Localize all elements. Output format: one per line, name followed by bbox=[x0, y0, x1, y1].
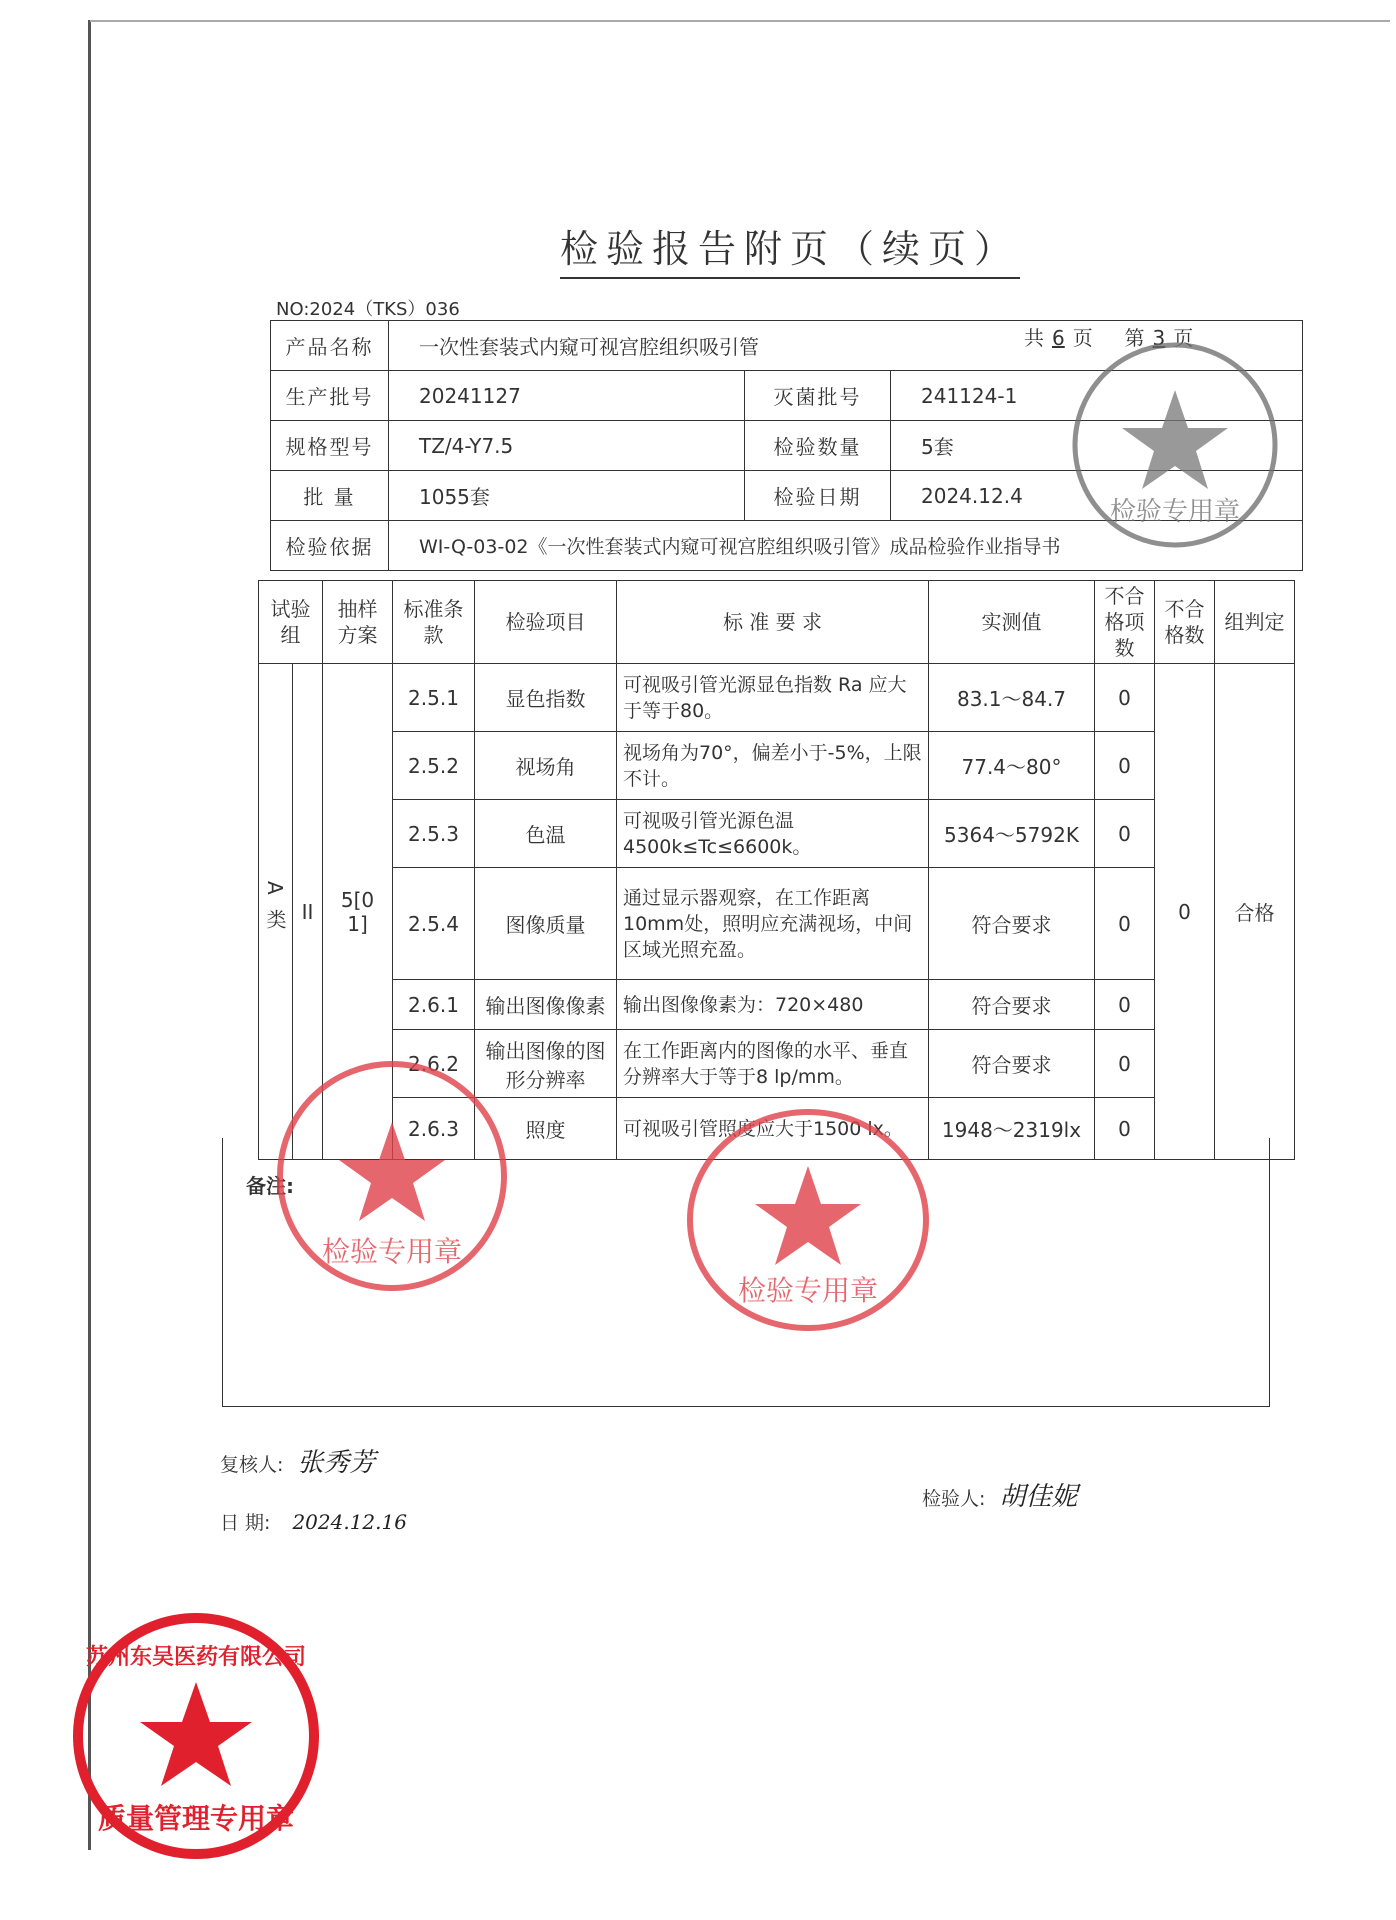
model-label: 规格型号 bbox=[271, 421, 389, 471]
table-row bbox=[259, 868, 1295, 980]
table-row bbox=[259, 980, 1295, 1030]
page-unit-2: 页 bbox=[1173, 326, 1194, 350]
measured-cell: 符合要求 bbox=[929, 1030, 1095, 1098]
reviewer-signature: 张秀芳 bbox=[297, 1448, 376, 1478]
lot-label: 批 量 bbox=[271, 471, 389, 521]
qty-label: 检验数量 bbox=[745, 421, 891, 471]
clause-cell: 2.5.4 bbox=[393, 868, 475, 980]
sign-date bbox=[220, 1508, 407, 1535]
inspector bbox=[922, 1476, 1077, 1513]
measured-cell: 符合要求 bbox=[929, 980, 1095, 1030]
batch-value: 20241127 bbox=[389, 371, 745, 421]
group-nonconf-cell: 0 bbox=[1155, 664, 1215, 1160]
inspector-label: 检验人: bbox=[922, 1488, 986, 1510]
nonconf-cell: 0 bbox=[1095, 1030, 1155, 1098]
qty-value: 5套 bbox=[891, 421, 1303, 471]
nonconf-cell: 0 bbox=[1095, 800, 1155, 868]
date-value: 2024.12.4 bbox=[891, 471, 1303, 521]
page-unit-1: 页 bbox=[1072, 326, 1093, 350]
requirement-cell: 可视吸引管光源显色指数 Ra 应大于等于80。 bbox=[617, 664, 929, 732]
clause-cell: 2.5.3 bbox=[393, 800, 475, 868]
product-name-label: 产品名称 bbox=[271, 321, 389, 371]
col-item: 检验项目 bbox=[475, 581, 617, 664]
requirement-cell: 通过显示器观察，在工作距离10mm处，照明应充满视场，中间区域光照充盈。 bbox=[617, 868, 929, 980]
seal-bottom-text: 质量管理专用章 bbox=[97, 1802, 295, 1835]
requirement-cell: 输出图像像素为：720×480 bbox=[617, 980, 929, 1030]
model-value: TZ/4-Y7.5 bbox=[389, 421, 745, 471]
document-number: NO:2024（TKS）036 bbox=[276, 299, 460, 320]
col-measured: 实测值 bbox=[929, 581, 1095, 664]
item-cell: 照度 bbox=[475, 1098, 617, 1160]
page-left-edge bbox=[88, 20, 91, 1850]
table-row bbox=[259, 732, 1295, 800]
product-name: 一次性套装式内窥可视宫腔组织吸引管 bbox=[389, 321, 1303, 371]
seal-bottom bbox=[66, 1606, 326, 1866]
seal-middle-left bbox=[262, 1046, 522, 1306]
clause-cell: 2.6.3 bbox=[393, 1098, 475, 1160]
table-row bbox=[259, 800, 1295, 868]
clause-cell: 2.6.1 bbox=[393, 980, 475, 1030]
clause-cell: 2.5.1 bbox=[393, 664, 475, 732]
table-row bbox=[259, 664, 1295, 732]
sterile-batch-label: 灭菌批号 bbox=[745, 371, 891, 421]
page-current: 3 bbox=[1152, 326, 1166, 350]
item-cell: 输出图像的图形分辨率 bbox=[475, 1030, 617, 1098]
reviewer-label: 复核人: bbox=[220, 1454, 284, 1476]
nonconf-cell: 0 bbox=[1095, 664, 1155, 732]
sterile-batch-value: 241124-1 bbox=[891, 371, 1303, 421]
item-cell: 图像质量 bbox=[475, 868, 617, 980]
item-cell: 显色指数 bbox=[475, 664, 617, 732]
basis-label: 检验依据 bbox=[271, 521, 389, 571]
sign-date-label: 日 期: bbox=[220, 1512, 271, 1534]
batch-label: 生产批号 bbox=[271, 371, 389, 421]
requirement-cell: 视场角为70°，偏差小于-5%，上限不计。 bbox=[617, 732, 929, 800]
col-group: 试验组 bbox=[259, 581, 323, 664]
page-total-prefix: 共 bbox=[1024, 326, 1044, 350]
seal-top-right bbox=[1060, 330, 1290, 560]
seal-bottom-ring-text: 苏州东吴医药有限公司 bbox=[85, 1645, 307, 1670]
group-judgement-cell: 合格 bbox=[1215, 664, 1295, 1160]
nonconf-cell: 0 bbox=[1095, 868, 1155, 980]
remarks-label: 备注: bbox=[246, 1174, 294, 1198]
clause-cell: 2.5.2 bbox=[393, 732, 475, 800]
col-nonconf-items: 不合格项数 bbox=[1095, 581, 1155, 664]
requirement-cell: 可视吸引管光源色温 4500k≤Tc≤6600k。 bbox=[617, 800, 929, 868]
level-cell: II bbox=[293, 664, 323, 1160]
measured-cell: 1948～2319lx bbox=[929, 1098, 1095, 1160]
item-cell: 色温 bbox=[475, 800, 617, 868]
seal-middle-right bbox=[678, 1100, 938, 1340]
lot-value: 1055套 bbox=[389, 471, 745, 521]
nonconf-cell: 0 bbox=[1095, 980, 1155, 1030]
col-clause: 标准条款 bbox=[393, 581, 475, 664]
basis-value: WI-Q-03-02《一次性套装式内窥可视宫腔组织吸引管》成品检验作业指导书 bbox=[389, 521, 1303, 571]
clause-cell: 2.6.2 bbox=[393, 1030, 475, 1098]
item-cell: 输出图像像素 bbox=[475, 980, 617, 1030]
measured-cell: 5364～5792K bbox=[929, 800, 1095, 868]
measured-cell: 77.4～80° bbox=[929, 732, 1095, 800]
reviewer bbox=[220, 1442, 375, 1479]
inspector-signature: 胡佳妮 bbox=[999, 1482, 1078, 1512]
seal-middle-left-text: 检验专用章 bbox=[321, 1235, 463, 1268]
col-sampling: 抽样方案 bbox=[323, 581, 393, 664]
requirement-cell: 在工作距离内的图像的水平、垂直分辨率大于等于8 lp/mm。 bbox=[617, 1030, 929, 1098]
measured-cell: 83.1～84.7 bbox=[929, 664, 1095, 732]
report-title: 检验报告附页（续页） bbox=[560, 218, 1020, 279]
col-requirement: 标 准 要 求 bbox=[617, 581, 929, 664]
plan-cell: 5[0 1] bbox=[323, 664, 393, 1160]
nonconf-cell: 0 bbox=[1095, 732, 1155, 800]
requirement-cell: 可视吸引管照度应大于1500 lx。 bbox=[617, 1098, 929, 1160]
item-cell: 视场角 bbox=[475, 732, 617, 800]
seal-top-right-text: 检验专用章 bbox=[1109, 497, 1241, 527]
sign-date-value: 2024.12.16 bbox=[292, 1510, 407, 1534]
page-total: 6 bbox=[1052, 326, 1065, 350]
date-label: 检验日期 bbox=[745, 471, 891, 521]
page-top-edge bbox=[90, 20, 1390, 22]
group-cell: A类 bbox=[259, 664, 293, 1160]
page-current-prefix: 第 bbox=[1124, 326, 1145, 350]
col-judgement: 组判定 bbox=[1215, 581, 1295, 664]
seal-middle-right-text: 检验专用章 bbox=[737, 1274, 879, 1307]
nonconf-cell: 0 bbox=[1095, 1098, 1155, 1160]
measured-cell: 符合要求 bbox=[929, 868, 1095, 980]
col-nonconf-count: 不合格数 bbox=[1155, 581, 1215, 664]
